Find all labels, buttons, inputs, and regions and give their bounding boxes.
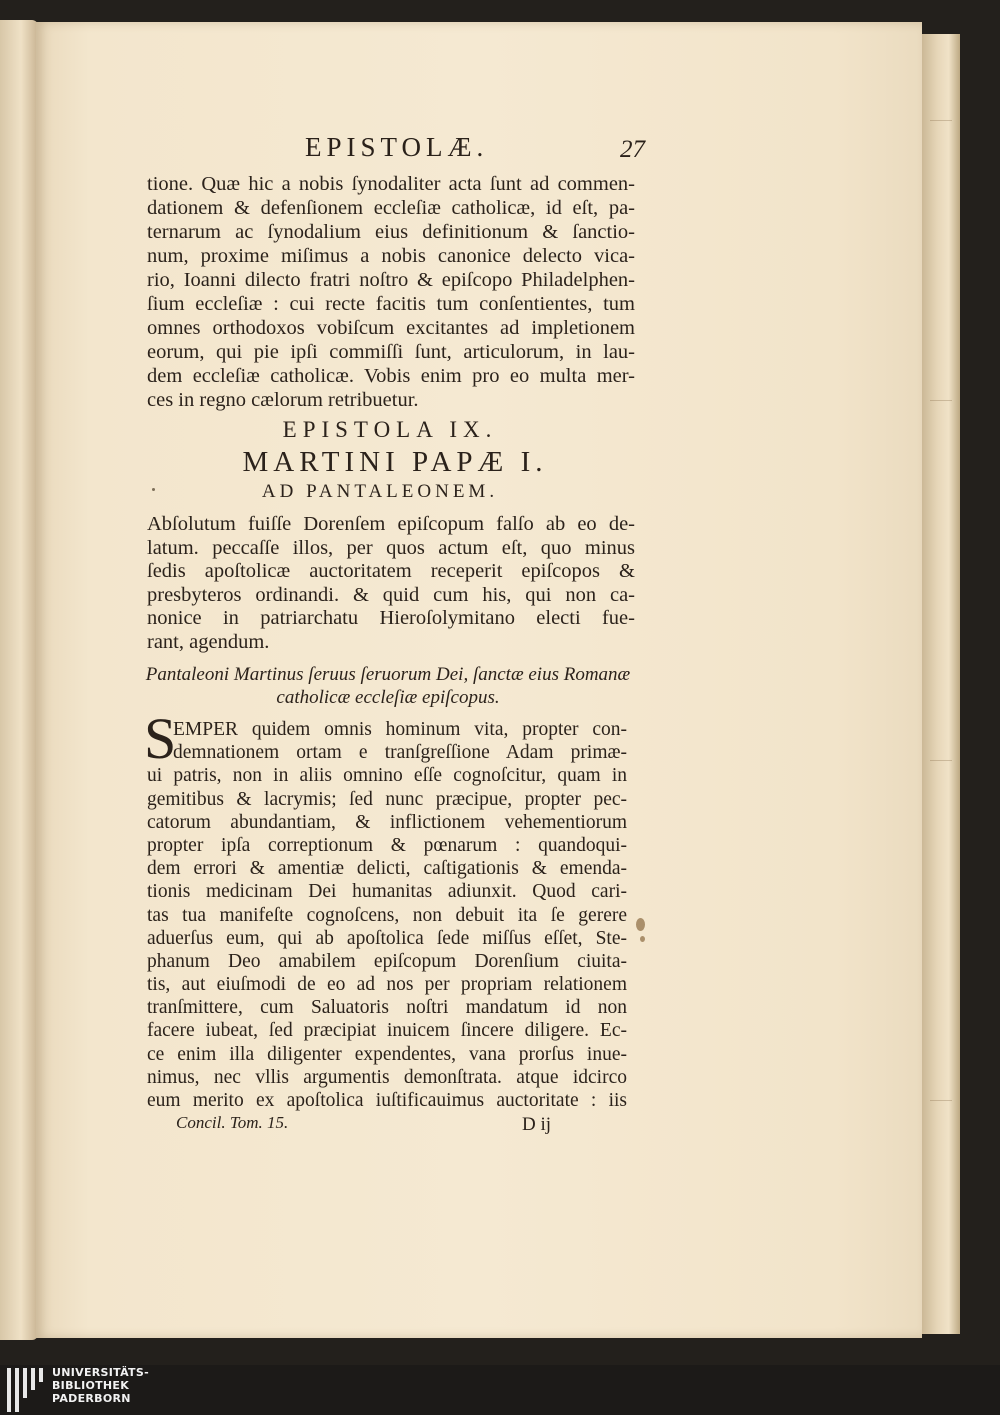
- text-line: tas tua manifeſte cognoſcens, non debuit ita ſe gerere: [147, 904, 627, 926]
- gathering-mark: D ij: [522, 1114, 552, 1135]
- library-logo-icon: [7, 1368, 47, 1412]
- text-line: eum merito ex apoſtolica iuſtificauimus auctoritate : iis: [147, 1090, 627, 1111]
- text-line: catorum abundantiam, & inflictionem vehementiorum: [147, 811, 627, 833]
- text-line: facere iubeat, ſed præcipiat inuicem ſincere diligere. Ec-: [147, 1020, 627, 1042]
- text-line: eorum, qui pie ipſi commiſſi ſunt, articulorum, in lau-: [147, 341, 635, 363]
- text-line: aduerſus eum, qui ab apoſtolica ſede miſſus eſſet, Ste-: [147, 927, 627, 949]
- paper-speck: [152, 488, 155, 491]
- text-line: dem eccleſiæ catholicæ. Vobis enim pro eo multa mer-: [147, 365, 635, 387]
- text-line: latum. peccaſſe illos, per quos actum eſt, quo minus: [147, 536, 635, 559]
- letter-body: [147, 718, 627, 1112]
- text-line: presbyteros ordinandi. & quid cum his, qui non ca-: [147, 583, 635, 606]
- page-stack-edge: [922, 34, 960, 1334]
- author-heading: MARTINI PAPÆ I.: [242, 446, 548, 478]
- letter-number-heading: EPISTOLA IX.: [282, 417, 498, 442]
- paper-stain: [636, 918, 645, 931]
- text-line: dem errori & amentiæ delicti, caſtigationis & emenda-: [147, 858, 627, 880]
- salutation-line: Pantaleoni Martinus ſeruus ſeruorum Dei, ſanctæ eius Romanæ: [145, 664, 631, 685]
- drop-initial: S: [144, 706, 177, 771]
- logo-line: PADERBORN: [52, 1392, 131, 1405]
- text-line: ces in regno cælorum retribuetur.: [147, 389, 419, 411]
- running-head-title: EPISTOLÆ.: [305, 132, 489, 162]
- text-line: rio, Ioanni dilecto fratri noſtro & epiſcopo Philadelphen-: [147, 269, 635, 291]
- text-line: num, proxime miſimus a nobis canonice delecto vica-: [147, 245, 635, 267]
- text-line: ſedis apoſtolicæ auctoritatem receperit epiſcopos &: [147, 560, 635, 582]
- text-line: tione. Quæ hic a nobis ſynodaliter acta ſunt ad commen-: [147, 173, 635, 195]
- text-line: tis, aut eiuſmodi de eo ad nos per propriam relationem: [147, 974, 627, 996]
- text-line: propter ipſa correptionum & pœnarum : quandoqui-: [147, 834, 627, 856]
- paper-stain: [640, 936, 645, 942]
- logo-line: UNIVERSITÄTS-: [52, 1366, 149, 1379]
- text-line: omnes orthodoxos vobiſcum excitantes ad impletionem: [147, 317, 635, 339]
- text-line: tranſmittere, cum Saluatoris noſtri mandatum id non: [147, 997, 627, 1019]
- text-line: ternarum ac ſynodalium eius definitionum & ſanctio-: [147, 221, 635, 243]
- text-line: dationem & defenſionem eccleſiæ catholicæ, id eſt, pa-: [147, 197, 635, 219]
- library-footer-bar: [0, 1365, 1000, 1415]
- text-line: phanum Deo amabilem epiſcopum Dorenſium ciuita-: [147, 950, 627, 972]
- text-line: tionis medicinam Dei humanitas adiunxit. Quod cari-: [147, 881, 627, 903]
- text-line: rant, agendum.: [147, 630, 270, 653]
- salutation: [143, 663, 633, 709]
- page-number: 27: [620, 136, 645, 163]
- text-line: nimus, nec vllis argumentis demonſtrata. atque idcirco: [147, 1066, 627, 1088]
- library-logo-text: [52, 1366, 149, 1405]
- running-head: [305, 132, 645, 168]
- signature-mark: Concil. Tom. 15.: [176, 1113, 289, 1132]
- text-line: nonice in patriarchatu Hieroſolymitano electi fue-: [147, 607, 635, 629]
- text-line: gemitibus & lacrymis; ſed nunc præcipue, propter pec-: [147, 788, 627, 810]
- text-line: ce enim illa diligenter expendentes, vana prorſus inue-: [147, 1043, 627, 1065]
- text-line: Abſolutum fuiſſe Dorenſem epiſcopum falſo ab eo de-: [147, 513, 635, 535]
- text-line: ſium eccleſiæ : cui recte facitis tum conſentientes, tum: [147, 293, 635, 315]
- text-line: EMPER quidem omnis hominum vita, propter con-: [173, 719, 627, 740]
- text-line: ui patris, non in aliis omnino eſſe cognoſcitur, quam in: [147, 765, 627, 787]
- salutation-line: catholicæ eccleſiæ epiſcopus.: [276, 687, 500, 708]
- text-line: demnationem ortam e tranſgreſſione Adam primæ-: [173, 742, 627, 764]
- logo-line: BIBLIOTHEK: [52, 1379, 130, 1392]
- paragraph-continuation: [147, 172, 635, 412]
- letter-summary: [147, 513, 635, 654]
- facing-page-edge: [0, 20, 38, 1340]
- recipient-heading: AD PANTALEONEM.: [261, 481, 499, 502]
